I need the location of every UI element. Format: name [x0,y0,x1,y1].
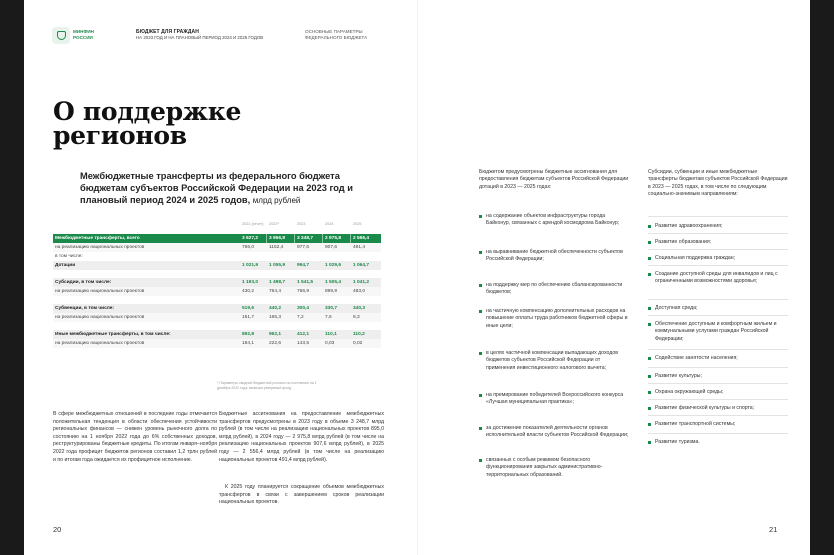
list-divider [648,383,788,384]
cell: 962,1 [269,332,282,337]
table-row [53,243,381,252]
cell: 519,6 [242,306,255,311]
subsidies-intro: Бюджетом предусмотрены бюджетные ассигнования для предоставления бюджетам субъектов Российской Федерации дотаций в 2023 — 2025 годах: [479,169,629,190]
cell: 1 541,5 [297,280,314,285]
list-item: за достижение показателей деятельности органов исполнительной власти субъектов Российской Федерации; [479,425,629,440]
list-item: Социальная поддержка граждан; [648,255,786,262]
cell: 1 041,2 [353,280,370,285]
cell: 994,7 [297,263,310,268]
cell: 143,5 [297,341,310,346]
cell: 1 498,7 [269,280,286,285]
list-item: в целях частичной компенсации выпадающих доходов бюджетов субъектов Российской Федерации от применения инвестиционного налогового вычета; [479,350,629,372]
row-label: Субсидии, в том числе: [55,280,112,285]
list-item: на выравнивание бюджетной обеспеченности субъектов Российской Федерации; [479,249,629,264]
cell: 7,2 [297,315,304,320]
list-item: на премирование победителей Всероссийского конкурса «Лучшая муниципальная практика»; [479,392,629,407]
cell: 110,1 [325,332,337,337]
paragraph-2: Бюджетные ассигнования на предоставление межбюджетных трансфертов предусмотрены в 2023 году в объеме 3 248,7 млрд рублей (в том числе на реализацию национальных проектов 895,0 млрд рублей), в 2024 году — 2 975,8 млрд рублей (в том числе на реализацию национальных проектов 907,6 млрд рублей), в 2025 году — 2 556,4 млрд рублей (в том числе на реализацию национальных проектов 491,4 млрд рублей). [219,411,384,463]
cell: 892,8 [242,332,255,337]
cell: 1152,4 [269,245,284,250]
cell: 3 248,7 [297,236,314,241]
cell: 330,7 [325,306,338,311]
cell: 491,4 [353,245,366,250]
page-title-line1: О поддержке [53,97,242,126]
column-header: 2022* [269,222,279,226]
cell: 165,3 [269,315,282,320]
column-divider [322,234,323,243]
list-item: Развитие образования; [648,239,786,246]
cell: 907,6 [325,245,338,250]
table-row [53,313,381,322]
column-divider [266,234,267,243]
cell: 899,9 [325,289,338,294]
table-row [53,287,381,296]
cell: 2 975,8 [325,236,342,241]
list-divider [648,315,788,316]
page-title-line2: регионов [53,121,187,150]
cell: 0,03 [325,341,335,346]
list-divider [648,415,788,416]
minfin-logo-icon [52,27,70,44]
row-label: на реализацию национальных проектов [55,289,145,294]
cell: 340,3 [353,306,366,311]
list-divider [648,299,788,300]
list-item: Содействие занятости населения; [648,355,786,362]
paragraph-1: В сфере межбюджетных отношений в последние годы отмечается положительная тенденция в области обеспечения устойчивости региональных финансов — снижен уровень рыночного долга по состоянию на 1 ноября 2022 года до 6% собственных доходов, реструктурированы бюджетные кредиты. По итогам января–ноября 2022 года профицит бюджетов регионов составил 1,2 трлн рублей и по итогам года ожидается их профицитное исполнение. [53,411,217,463]
row-label: Межбюджетные трансферты, всего [55,236,140,241]
row-label: Субвенции, в том числе: [55,306,115,311]
list-item: Развитие культуры; [648,373,786,380]
table-row [53,261,381,270]
cell: 222,6 [269,341,282,346]
cell: 1 064,7 [353,263,370,268]
transfers-table [53,220,381,348]
cell: 7,6 [325,315,332,320]
list-divider [648,399,788,400]
list-divider [648,367,788,368]
cell: 2 556,4 [353,236,370,241]
page-number-right: 21 [769,525,778,534]
list-divider [648,349,788,350]
column-divider [294,234,295,243]
list-item: Доступная среда; [648,305,786,312]
table-footnote: * Параметры сводной бюджетной росписи по состоянию на 1 декабря 2022 года, включая резервный фонд [217,381,317,390]
list-item: на поддержку мер по обеспечению сбалансированности бюджетов; [479,282,629,297]
list-item: Охрана окружающей среды; [648,389,786,396]
header-section: ОСНОВНЫЕ ПАРАМЕТРЫ ФЕДЕРАЛЬНОГО БЮДЖЕТА [305,29,368,40]
table-header [53,220,381,234]
list-item: связанных с особым режимом безопасного функционирования закрытых административно-территориальных образований. [479,457,629,479]
cell: 440,2 [269,306,282,311]
cell: 8,3 [353,315,360,320]
list-divider [648,265,788,266]
cell: 184,1 [242,341,255,346]
list-item: Развитие физической культуры и спорта; [648,405,786,412]
page-gutter [417,0,418,555]
cell: 412,1 [297,332,310,337]
table-spacer [53,296,381,304]
paragraph-3: К 2025 году планируется сокращение объемов межбюджетных трансфертов в связи с завершением сроков реализации национальных проектов. [219,484,384,506]
list-item: на содержание объектов инфраструктуры города Байконур, связанных с арендой космодрома Байконур; [479,213,629,228]
table-row [53,304,381,313]
table-row-total [53,234,381,243]
table-title [80,170,380,207]
cell: 766,0 [242,245,255,250]
transfers-intro: Субсидии, субвенции и иные межбюджетные трансферты бюджетам субъектов Российской Федерации в 2023 — 2025 годах, в том числе по следующим социально-значимым направлениям: [648,169,788,198]
cell: 1 055,9 [269,263,286,268]
table-spacer [53,270,381,278]
cell: 430,2 [242,289,255,294]
row-label: на реализацию национальных проектов [55,341,145,346]
cell: 1 029,6 [325,263,342,268]
table-unit: млрд рублей [252,196,301,205]
column-header: 2025 [353,222,362,226]
list-divider [648,233,788,234]
cell: 110,2 [353,332,365,337]
table-spacer [53,322,381,330]
table-row [53,330,381,339]
cell: 151,7 [242,315,255,320]
cell: 1 021,9 [242,263,259,268]
header-subtitle: НА 2023 ГОД И НА ПЛАНОВЫЙ ПЕРИОД 2024 И 2025 ГОДОВ [136,35,264,40]
cell: 766,9 [297,289,310,294]
cell: 977,6 [297,245,310,250]
table-row [53,252,381,261]
row-label: в том числе: [55,254,83,259]
document-spread [24,0,810,555]
list-divider [648,216,788,217]
column-header: 2023 [297,222,306,226]
list-item: Развитие здравоохранения; [648,223,786,230]
row-label: Дотации [55,263,76,268]
list-item: Создание доступной среды для инвалидов и лиц с ограниченными возможностями здоровья; [648,271,786,286]
table-row [53,278,381,287]
header-title: БЮДЖЕТ ДЛЯ ГРАЖДАН [136,29,199,35]
column-header: 2024 [325,222,334,226]
row-label: Иные межбюджетные трансферты, в том числе: [55,332,171,337]
row-label: на реализацию национальных проектов [55,245,145,250]
table-title-text: Межбюджетные трансферты из федерального бюджета бюджетам субъектов Российской Федерации на 2023 год и плановый период 2024 и 2025 годов, [80,171,354,205]
cell: 764,4 [269,289,282,294]
list-item: на частичную компенсацию дополнительных расходов на повышение оплаты труда работников бюджетной сферы и иные цели; [479,308,629,330]
cell: 0,02 [353,341,363,346]
cell: 1 505,4 [325,280,342,285]
cell: 300,4 [297,306,310,311]
logo-text: МИНФИН РОССИИ [73,29,94,40]
list-item: Развитие транспортной системы; [648,421,786,428]
cell: 1 193,0 [242,280,259,285]
cell: 483,0 [353,289,366,294]
cell: 3 627,2 [242,236,259,241]
list-item: Развитие туризма. [648,439,786,446]
column-header: 2021 (отчет) [242,222,264,226]
page-number-left: 20 [53,525,62,534]
page-title [53,97,242,150]
list-divider [648,249,788,250]
list-item: Обеспечение доступным и комфортным жильем и коммунальными услугами граждан Российской Федерации; [648,321,786,343]
row-label: на реализацию национальных проектов [55,315,145,320]
column-divider [350,234,351,243]
list-divider [648,433,788,434]
table-row [53,339,381,348]
cell: 3 956,8 [269,236,286,241]
